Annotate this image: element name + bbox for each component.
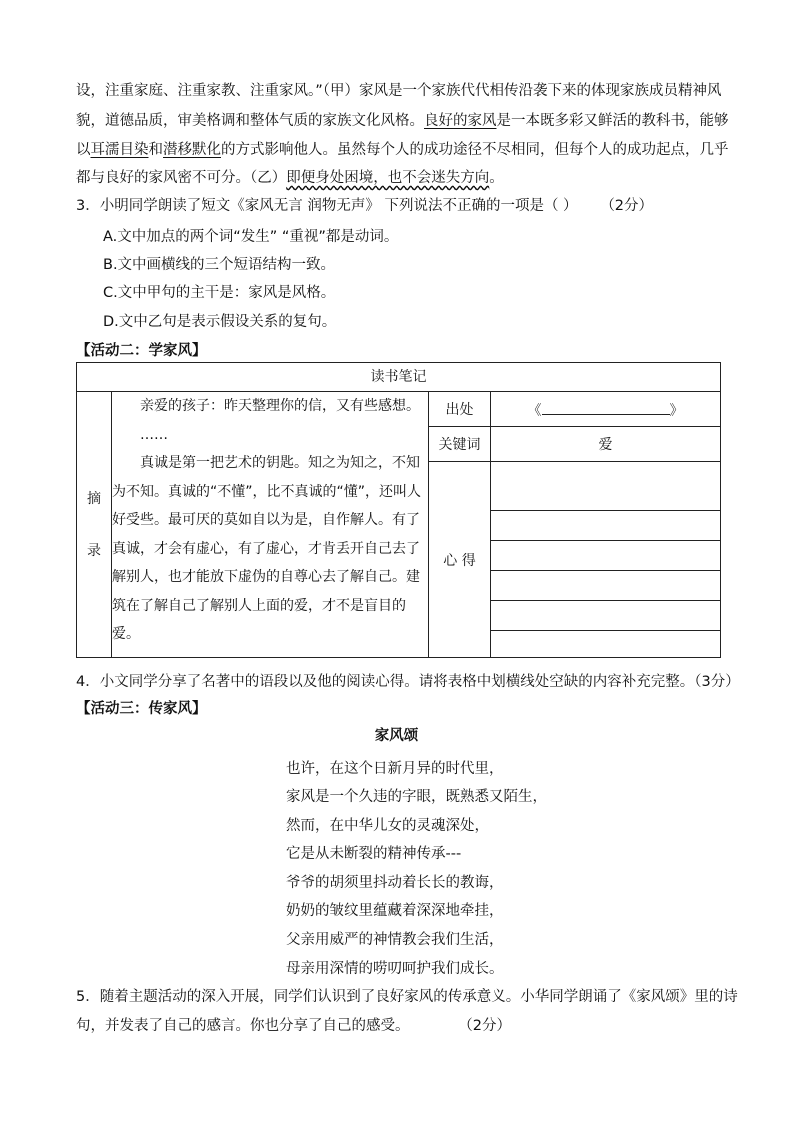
question-5-line-1: 5．随着主题活动的深入开展，同学们认识到了良好家风的传承意义。小华同学朗诵了《家风颂》里的诗 <box>76 989 738 1005</box>
wavy-underlined-sentence: 即便身处困境，也不会迷失方向 <box>286 170 490 186</box>
notes-title: 读书笔记 <box>77 363 721 392</box>
option-b: B.文中画横线的三个短语结构一致。 <box>103 257 336 273</box>
passage-text: 的方式影响他人。虽然每个人的成功途径不尽相同，但每个人的成功起点，几乎 <box>221 142 729 158</box>
source-blank[interactable] <box>491 392 721 427</box>
underlined-phrase: 良好的家风 <box>424 113 497 129</box>
question-5-text: 句，并发表了自己的感言。你也分享了自己的感受。 <box>76 1018 410 1034</box>
poem-line: 也许，在这个日新月异的时代里， <box>286 761 504 777</box>
excerpt-body: 真诚是第一把艺术的钥匙。知之为知之，不知为不知。真诚的“不懂”，比不真诚的“懂”，还叫人好受些。最可厌的莫如自以为是，自作解人。有了真诚，才会有虚心，有了虚心，才肯丢开自己去了解别人，也才能放下虚伪的自尊心去了解自己。建筑在了解自己了解别人上面的爱，才不是盲目的爱。 <box>112 455 422 642</box>
excerpt-label-char: 摘 <box>87 490 101 507</box>
poem-title: 家风颂 <box>374 728 419 744</box>
poem-line: 家风是一个久违的字眼，既熟悉又陌生， <box>286 789 547 805</box>
passage-line-1: 设，注重家庭、注重家教、注重家风。”（甲）家风是一个家族代代相传沿袭下来的体现家族成员精神风 <box>76 83 722 99</box>
reading-notes-table <box>76 362 721 658</box>
passage-text: 和 <box>148 142 163 158</box>
passage-line-4 <box>76 166 504 187</box>
source-close-bracket: 》 <box>669 403 684 419</box>
excerpt-label <box>77 392 112 658</box>
insight-label: 心 得 <box>429 462 491 658</box>
insight-line[interactable] <box>491 571 721 601</box>
poem-line: 爷爷的胡须里抖动着长长的教诲， <box>286 875 504 891</box>
underlined-phrase: 耳濡目染 <box>90 142 149 158</box>
activity-3-heading: 【活动三：传家风】 <box>76 701 207 717</box>
question-3-stem: 3．小明同学朗读了短文《家风无言 润物无声》 下列说法不正确的一项是（ ） <box>76 198 578 214</box>
option-a: A.文中加点的两个词“发生” “重视”都是动词。 <box>103 229 399 245</box>
poem-line: 奶奶的皱纹里蕴藏着深深地牵挂， <box>286 903 504 919</box>
insight-line[interactable] <box>491 511 721 541</box>
poem-line: 父亲用威严的神情教会我们生活， <box>286 932 504 948</box>
passage-text: 是一本既多彩又鲜活的教科书，能够 <box>496 113 729 129</box>
passage-text: 以 <box>76 142 91 158</box>
source-label: 出处 <box>429 392 491 427</box>
keyword-value: 爱 <box>491 427 721 462</box>
activity-2-heading: 【活动二：学家风】 <box>76 343 207 359</box>
passage-line-3 <box>76 138 729 159</box>
passage-text: 貌，道德品质，审美格调和整体气质的家族文化风格。 <box>76 113 424 129</box>
poem-line: 它是从未断裂的精神传承--- <box>286 846 462 862</box>
excerpt-ellipsis: …… <box>140 426 168 443</box>
poem-line: 母亲用深情的唠叨呵护我们成长。 <box>286 961 504 977</box>
question-5-score: （2分） <box>465 1018 511 1034</box>
insight-line[interactable] <box>491 541 721 571</box>
passage-text: 。 <box>489 170 504 186</box>
poem-line: 然而，在中华儿女的灵魂深处， <box>286 818 489 834</box>
passage-line-2 <box>76 109 729 130</box>
source-fill-line[interactable] <box>542 398 670 415</box>
passage-text: 都与良好的家风密不可分。（乙） <box>76 170 287 186</box>
question-4: 4．小文同学分享了名著中的语段以及他的阅读心得。请将表格中划横线处空缺的内容补充完整。（3分） <box>76 674 740 690</box>
option-c: C.文中甲句的主干是：家风是风格。 <box>103 285 336 301</box>
question-3 <box>76 194 653 215</box>
excerpt-text <box>112 392 429 658</box>
underlined-phrase: 潜移默化 <box>163 142 221 158</box>
insight-line[interactable] <box>491 601 721 631</box>
keyword-label: 关键词 <box>429 427 491 462</box>
insight-line[interactable] <box>491 462 721 511</box>
insight-line[interactable] <box>491 631 721 658</box>
excerpt-greeting: 亲爱的孩子：昨天整理你的信，又有些感想。 <box>140 398 420 414</box>
question-5-line-2 <box>76 1014 511 1035</box>
option-d: D.文中乙句是表示假设关系的复句。 <box>103 314 337 330</box>
source-open-bracket: 《 <box>527 403 542 419</box>
excerpt-label-char: 录 <box>87 542 101 559</box>
question-3-score: （2分） <box>607 198 654 214</box>
